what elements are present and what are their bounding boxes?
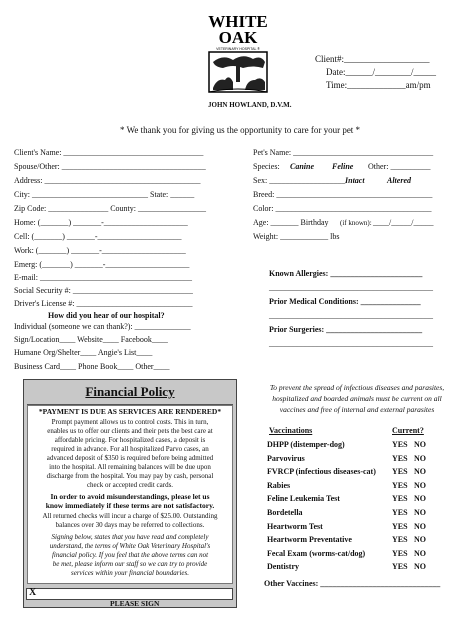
surgeries-line[interactable]: _________________________________________ (269, 339, 433, 348)
species-canine[interactable]: Canine (290, 162, 315, 171)
fp-p1-line: required in advance. For all hospitalized Parvo cases, an (51, 445, 209, 453)
financial-policy-title: Financial Policy (85, 384, 175, 399)
other-vaccines-field[interactable]: Other Vaccines: ______________________________ (264, 579, 441, 588)
vaccine-yes-option[interactable]: YES (392, 562, 408, 572)
vaccine-yes-option[interactable]: YES (392, 440, 408, 449)
vaccine-intro-line: To prevent the spread of infectious diseases and parasites, (269, 383, 445, 392)
vaccine-yes-option[interactable]: YES (392, 467, 408, 477)
vaccine-no-option[interactable]: NO (414, 467, 426, 477)
vaccine-yes-option[interactable]: YES (392, 453, 408, 463)
financial-policy-subtitle: *PAYMENT IS DUE AS SERVICES ARE RENDERED* (38, 407, 222, 416)
please-sign-label: PLEASE SIGN (110, 599, 160, 608)
fp-p4-line: understand, the terms of White Oak Veterinary Hospital's (49, 542, 211, 550)
fp-p4-line: Signing below, states that you have read and completely (51, 533, 209, 541)
birthday-field[interactable]: ____/_____/_____ (373, 218, 434, 227)
home-phone-field[interactable]: Home: (_______) _______-_____________________ (14, 218, 188, 227)
vaccine-yes-option[interactable]: YES (392, 535, 408, 545)
vaccine-name: Rabies (267, 480, 291, 490)
signature-x: X (29, 587, 37, 598)
hear-business-card[interactable]: Business Card____ Phone Book____ Other____ (14, 362, 170, 371)
fp-p1-line: enables us to offer our clients and their pets the best care at (47, 427, 213, 435)
vaccine-no-option[interactable]: NO (414, 453, 426, 463)
email-field[interactable]: E-mail: ______________________________________ (14, 273, 192, 282)
hear-individual[interactable]: Individual (someone we can thank?): ______________ (14, 322, 191, 331)
species-label: Species: (253, 162, 280, 171)
sex-intact[interactable]: Intact (345, 176, 365, 185)
sex-field[interactable]: Sex: ___________________ (253, 176, 346, 185)
vaccine-yes-option[interactable]: YES (392, 494, 408, 504)
vaccine-no-option[interactable]: NO (414, 548, 426, 558)
vaccine-name: Dentistry (267, 562, 299, 572)
vaccine-no-option[interactable]: NO (414, 508, 426, 517)
vaccine-yes-option[interactable]: YES (392, 508, 408, 517)
weight-field[interactable]: Weight: ____________ lbs (253, 232, 340, 241)
vaccine-name: FVRCP (infectious diseases-cat) (267, 467, 376, 477)
vaccine-yes-option[interactable]: YES (392, 521, 408, 531)
surgeries-field[interactable]: Prior Surgeries: ________________________ (269, 325, 423, 334)
hear-sign-website[interactable]: Sign/Location____ Website____ Facebook____ (14, 335, 168, 344)
zip-county-field[interactable]: Zip Code: _______________ County: _________________ (14, 204, 206, 213)
vaccine-no-option[interactable]: NO (414, 494, 426, 504)
vaccine-name: Bordetella (267, 508, 303, 517)
logo-line2: OAK (218, 28, 258, 47)
vaccine-name: Heartworm Preventative (267, 535, 352, 545)
vaccine-yes-option[interactable]: YES (392, 548, 408, 558)
fp-p1-line: affordable pricing. For hospitalized cases, a deposit is (54, 436, 206, 444)
hear-humane-angies[interactable]: Humane Org/Shelter____ Angie's List____ (14, 348, 153, 357)
vaccine-no-option[interactable]: NO (414, 521, 426, 531)
breed-field[interactable]: Breed: _______________________________________ (253, 190, 433, 199)
white-oak-logo (203, 10, 273, 110)
conditions-field[interactable]: Prior Medical Conditions: _______________ (269, 297, 421, 306)
vaccinations-header: Vaccinations (269, 426, 313, 435)
fp-p1-line: advanced deposit of $350 is required before being admitted (46, 454, 214, 462)
spouse-field[interactable]: Spouse/Other: ____________________________________ (14, 162, 206, 171)
current-header: Current? (392, 426, 424, 435)
client-name-field[interactable]: Client's Name: ___________________________________ (14, 148, 204, 157)
work-phone-field[interactable]: Work: (_______) _______-_____________________ (14, 246, 186, 255)
species-other[interactable]: Other: __________ (368, 162, 431, 171)
species-feline[interactable]: Feline (332, 162, 354, 171)
vaccine-name: Heartworm Test (267, 521, 323, 531)
vaccine-no-option[interactable]: NO (414, 480, 426, 490)
ssn-field[interactable]: Social Security #: ______________________________ (14, 286, 193, 295)
fp-p1-line: check or accepted credit cards. (86, 481, 174, 489)
allergies-field[interactable]: Known Allergies: _______________________ (269, 269, 423, 278)
sex-altered[interactable]: Altered (387, 176, 411, 185)
emergency-phone-field[interactable]: Emerg: (_______) _______-_____________________ (14, 260, 190, 269)
if-known-note: (if known): (340, 219, 372, 227)
vaccine-intro-line: hospitalized and boarded animals must be current on all (272, 394, 442, 403)
doctor-name: JOHN HOWLAND, D.V.M. (208, 101, 292, 109)
fp-p4-line: financial policy. If you feel that the above terms can not (51, 551, 209, 559)
conditions-line[interactable]: _________________________________________ (269, 311, 433, 320)
fp-p1-line: Prompt payment allows us to control costs. This in turn, (51, 418, 209, 426)
age-field[interactable]: Age: _______ Birthday (253, 218, 329, 227)
fp-p2-line: In order to avoid misunderstandings, please let us (50, 492, 210, 501)
vaccine-name: Fecal Exam (worms-cat/dog) (267, 548, 366, 558)
fp-p3-line: balances over 30 days may be referred to collections. (55, 521, 205, 529)
allergies-line[interactable]: _________________________________________ (269, 283, 433, 292)
color-field[interactable]: Color: _______________________________________ (253, 204, 432, 213)
date-field[interactable]: Date:______/________/_____ (326, 67, 436, 77)
vaccine-no-option[interactable]: NO (414, 440, 426, 449)
fp-p1-line: discharge from the hospital. You may pay by cash, personal (46, 472, 214, 480)
logo-line1: WHITE (208, 12, 268, 31)
fp-p1-line: into the hospital. All remaining balances will be due upon (49, 463, 211, 471)
fp-p3-line: All returned checks will incur a charge of $25.00. Outstanding (42, 512, 218, 520)
hear-title: How did you hear of our hospital? (48, 311, 165, 320)
vaccine-name: Feline Leukemia Test (267, 494, 340, 504)
fp-p4-line: be met, please inform our staff so we can try to provide (52, 560, 208, 568)
time-field[interactable]: Time:_____________am/pm (326, 80, 431, 90)
vaccine-intro-line: vaccines and free of internal and external parasites (279, 405, 435, 414)
address-field[interactable]: Address: _______________________________________ (14, 176, 201, 185)
cell-phone-field[interactable]: Cell: (_______) _______-_____________________ (14, 232, 182, 241)
vaccine-no-option[interactable]: NO (414, 535, 426, 545)
vaccine-no-option[interactable]: NO (414, 562, 426, 572)
drivers-license-field[interactable]: Driver's License #: _____________________________ (14, 299, 193, 308)
fp-p4-line: services within your financial boundaries. (70, 569, 189, 577)
vaccine-name: Parvovirus (267, 453, 305, 463)
fp-p2-line: know immediately if these terms are not satisfactory. (45, 501, 215, 510)
city-state-field[interactable]: City: _____________________________ State: ______ (14, 190, 195, 199)
client-number-field[interactable]: Client#:___________________ (315, 54, 430, 64)
vaccine-name: DHPP (distemper-dog) (267, 440, 345, 449)
pet-name-field[interactable]: Pet's Name: ___________________________________ (253, 148, 434, 157)
vaccine-yes-option[interactable]: YES (392, 480, 408, 490)
thank-you-line: * We thank you for giving us the opportunity to care for your pet * (120, 125, 361, 135)
logo-line3: VETERINARY HOSPITAL ® (216, 47, 260, 51)
